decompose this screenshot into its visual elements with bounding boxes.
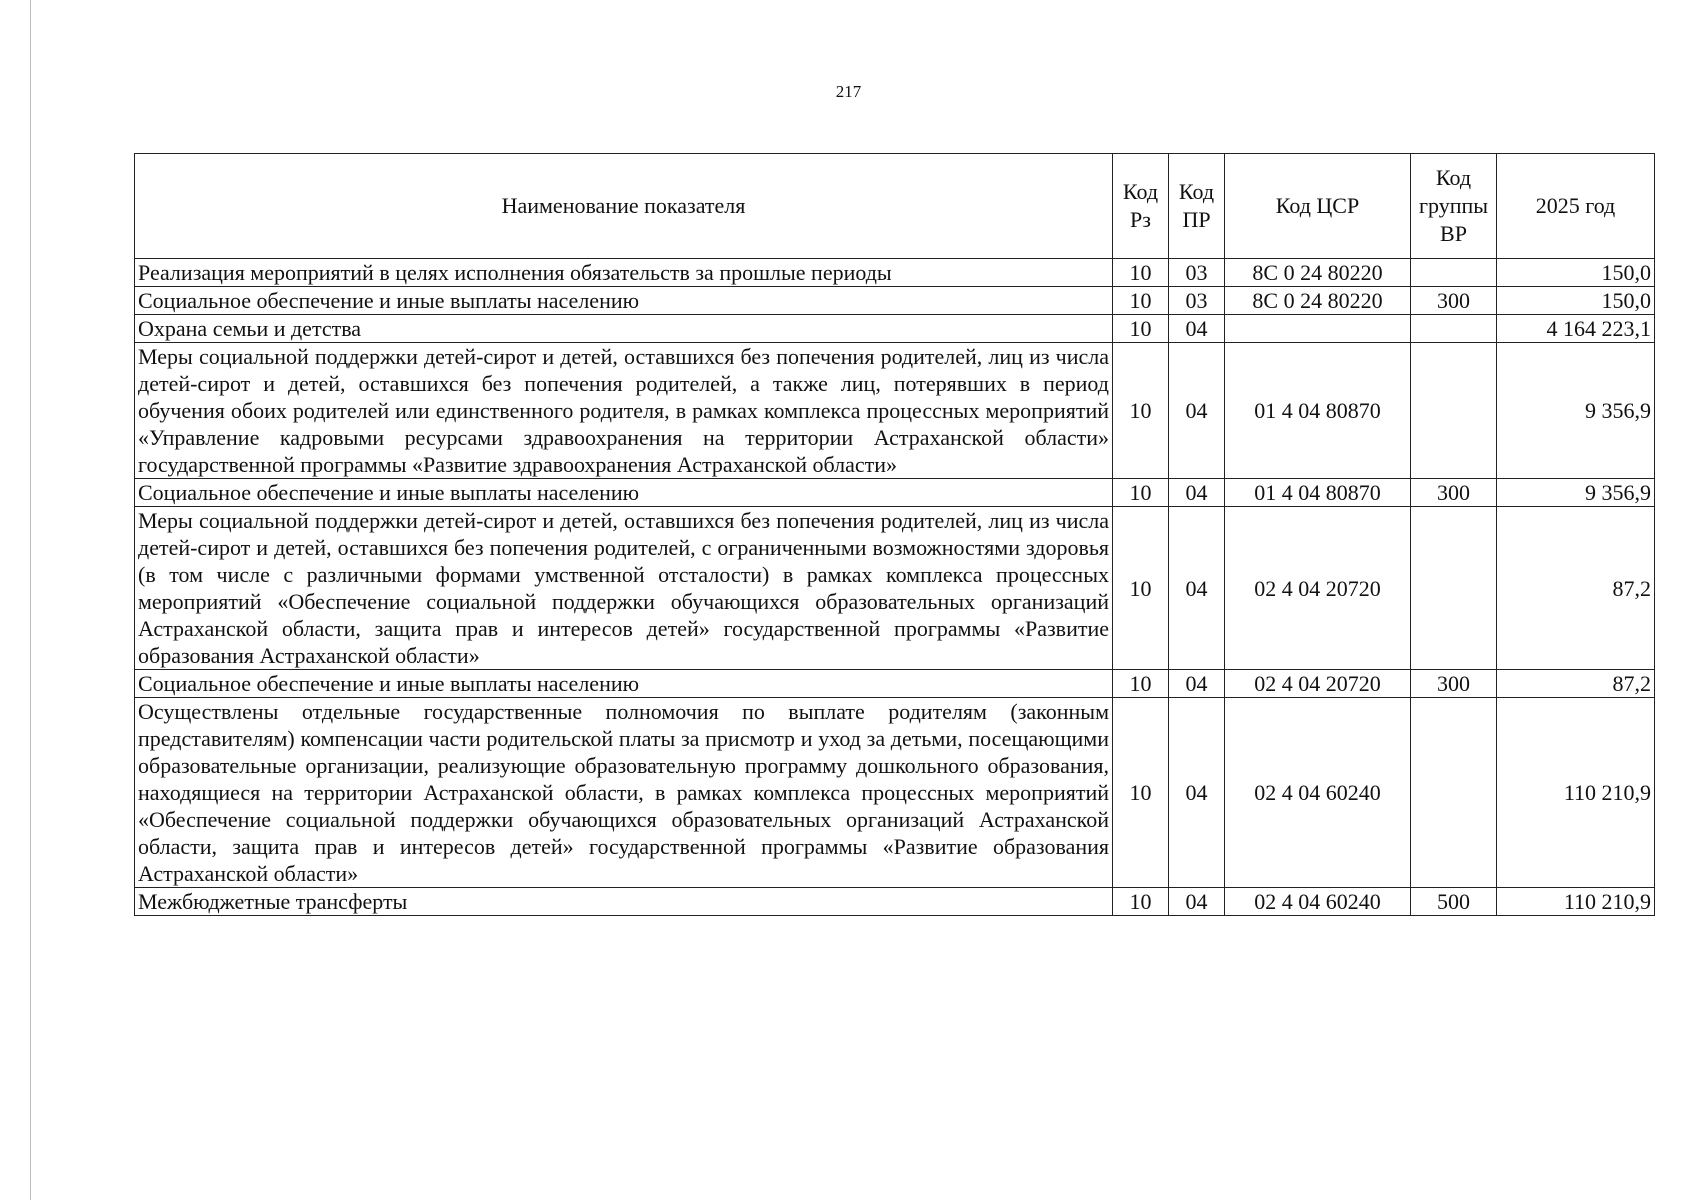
row-csr: 8С 0 24 80220 (1225, 287, 1411, 315)
row-name: Меры социальной поддержки детей-сирот и детей, оставшихся без попечения родителей, лиц из числа детей-сирот и детей, оставшихся без попечения родителей, с ограниченными возможностями здоровья (в том числе с различными формами умственной отсталости) в рамках комплекса процессных мероприятий «Обеспечение социальной поддержки обучающихся образовательных организаций Астраханской области, защита прав и интересов детей» государственной программы «Развитие образования Астраханской области» (135, 507, 1113, 670)
row-name: Реализация мероприятий в целях исполнения обязательств за прошлые периоды (135, 259, 1113, 287)
row-amount: 110 210,9 (1497, 698, 1655, 888)
row-name: Осуществлены отдельные государственные полномочия по выплате родителям (законным представителям) компенсации части родительской платы за присмотр и уход за детьми, посещающими образовательные организации, реализующие образовательную программу дошкольного образования, находящиеся на территории Астраханской области, в рамках комплекса процессных мероприятий «Обеспечение социальной поддержки обучающихся образовательных организаций Астраханской области, защита прав и интересов детей» государственной программы «Развитие образования Астраханской области» (135, 698, 1113, 888)
row-amount: 150,0 (1497, 259, 1655, 287)
row-csr: 01 4 04 80870 (1225, 479, 1411, 507)
header-year: 2025 год (1497, 154, 1655, 259)
row-rz: 10 (1113, 670, 1169, 698)
table-row (135, 479, 1655, 507)
table-row (135, 670, 1655, 698)
row-amount: 87,2 (1497, 507, 1655, 670)
header-name: Наименование показателя (135, 154, 1113, 259)
row-rz: 10 (1113, 507, 1169, 670)
budget-table (134, 153, 1655, 916)
row-pr: 04 (1169, 888, 1225, 916)
row-name: Охрана семьи и детства (135, 315, 1113, 343)
row-vr (1411, 507, 1497, 670)
row-pr: 03 (1169, 287, 1225, 315)
row-name: Социальное обеспечение и иные выплаты населению (135, 479, 1113, 507)
row-pr: 04 (1169, 343, 1225, 479)
row-name: Межбюджетные трансферты (135, 888, 1113, 916)
header-csr: Код ЦСР (1225, 154, 1411, 259)
row-rz: 10 (1113, 259, 1169, 287)
row-vr (1411, 698, 1497, 888)
row-rz: 10 (1113, 287, 1169, 315)
row-vr (1411, 315, 1497, 343)
row-vr: 300 (1411, 287, 1497, 315)
row-csr: 02 4 04 60240 (1225, 888, 1411, 916)
row-rz: 10 (1113, 479, 1169, 507)
table-row (135, 507, 1655, 670)
row-name: Социальное обеспечение и иные выплаты населению (135, 670, 1113, 698)
table-row (135, 698, 1655, 888)
header-rz: Код Рз (1113, 154, 1169, 259)
table-row (135, 315, 1655, 343)
row-csr: 02 4 04 20720 (1225, 670, 1411, 698)
table-header-row (135, 154, 1655, 259)
table-row (135, 888, 1655, 916)
row-name: Социальное обеспечение и иные выплаты населению (135, 287, 1113, 315)
table-row (135, 259, 1655, 287)
row-vr: 300 (1411, 479, 1497, 507)
row-csr (1225, 315, 1411, 343)
row-rz: 10 (1113, 343, 1169, 479)
row-vr (1411, 259, 1497, 287)
row-pr: 03 (1169, 259, 1225, 287)
row-pr: 04 (1169, 315, 1225, 343)
row-vr: 500 (1411, 888, 1497, 916)
row-vr: 300 (1411, 670, 1497, 698)
table-row (135, 287, 1655, 315)
row-rz: 10 (1113, 698, 1169, 888)
row-rz: 10 (1113, 888, 1169, 916)
row-csr: 01 4 04 80870 (1225, 343, 1411, 479)
row-csr: 02 4 04 20720 (1225, 507, 1411, 670)
row-pr: 04 (1169, 698, 1225, 888)
left-margin-line (30, 0, 31, 1200)
row-amount: 9 356,9 (1497, 479, 1655, 507)
row-pr: 04 (1169, 479, 1225, 507)
row-name: Меры социальной поддержки детей-сирот и детей, оставшихся без попечения родителей, лиц из числа детей-сирот и детей, оставшихся без попечения родителей, а также лиц, потерявших в период обучения обоих родителей или единственного родителя, в рамках комплекса процессных мероприятий «Управление кадровыми ресурсами здравоохранения на территории Астраханской области» государственной программы «Развитие здравоохранения Астраханской области» (135, 343, 1113, 479)
row-pr: 04 (1169, 507, 1225, 670)
row-amount: 150,0 (1497, 287, 1655, 315)
row-pr: 04 (1169, 670, 1225, 698)
header-pr: Код ПР (1169, 154, 1225, 259)
page-number: 217 (835, 82, 862, 101)
row-amount: 87,2 (1497, 670, 1655, 698)
row-rz: 10 (1113, 315, 1169, 343)
row-csr: 8С 0 24 80220 (1225, 259, 1411, 287)
row-vr (1411, 343, 1497, 479)
header-vr: Код группы ВР (1411, 154, 1497, 259)
row-csr: 02 4 04 60240 (1225, 698, 1411, 888)
row-amount: 4 164 223,1 (1497, 315, 1655, 343)
table-row (135, 343, 1655, 479)
row-amount: 9 356,9 (1497, 343, 1655, 479)
row-amount: 110 210,9 (1497, 888, 1655, 916)
